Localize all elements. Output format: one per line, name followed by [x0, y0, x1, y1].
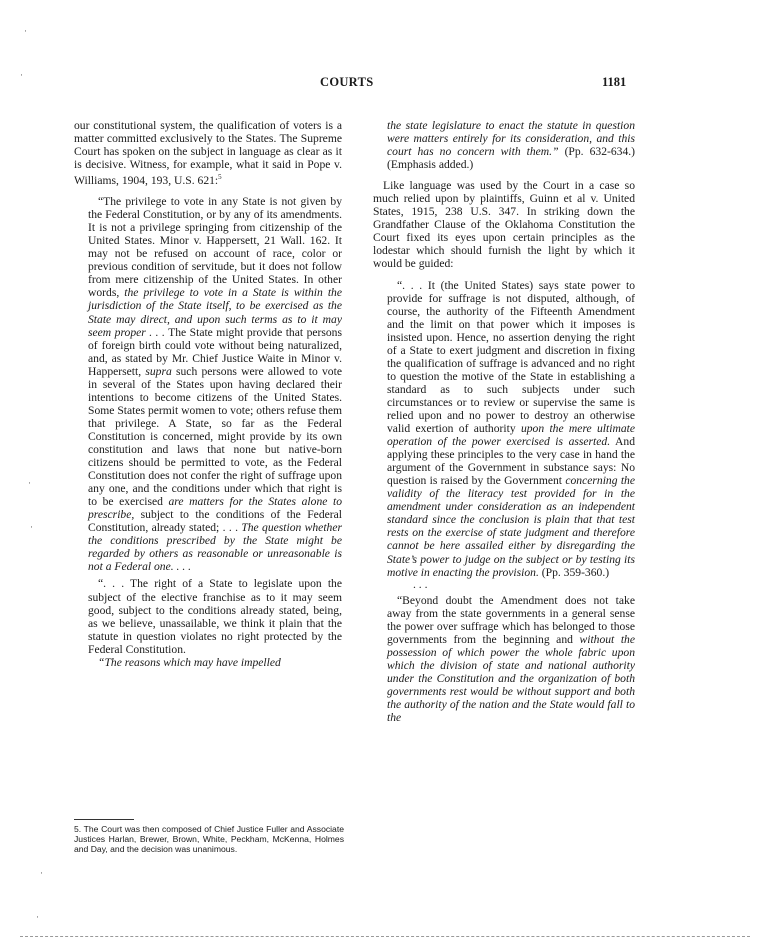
- quote-guinn-2: “Beyond doubt the Amendment does not take away from the state governments in a general sense the power over suffrage which has belonged to those governments from the beginning and without the possession of which power the whole fabric upon which the division of state and national authority under the Constitution and the organization of both governments rest would be without support and both the authority of the nation and the State would fall to the: [387, 593, 635, 725]
- quote-pope-v-williams: “The privilege to vote in any State is not given by the Federal Constitution, or by any of its amendments. It is not a privilege springing from citizenship of the United States. Minor v. Happersett, 21 Wall. 162. It may not be refused on account of race, color or previous condition of servitude, but it does not follow from mere citizenship of the United States. In other words, the privilege to vote in a State is within the jurisdiction of the State itself, to be exercised as the State may direct, and upon such terms as to it may seem proper . . . The State might provide that persons of foreign birth could vote without being naturalized, and, as stated by Mr. Chief Justice Waite in Minor v. Happersett, supra such persons were allowed to vote in several of the States upon having declared their intentions to become citizens of the United States. Some States permit women to vote; others refuse them that privilege. A State, so far as the Federal Constitution is concerned, might provide by its own constitution and laws that none but native-born citizens should be permitted to vote, as the Federal Constitution does not confer the right of suffrage upon any one, and the conditions under which that right is to be exercised are matters for the States alone to prescribe, subject to the conditions of the Federal Constitution, already stated; . . . The question whether the conditions prescribed by the State might be regarded by others as reasonable or unreasonable is not a Federal one. . . .: [88, 195, 343, 574]
- scan-bottom-edge: [20, 936, 750, 937]
- quote-pope-v-williams-continued: “. . . The right of a State to legislate upon the subject of the elective franchise as to it may seem good, subject to the conditions already stated, being, as we believe, unassailable, we think it plain that the statute in question violates no right protected by the Federal Constitution.: [88, 577, 342, 656]
- quote-reasons-end: the state legislature to enact the statute in question were matters entirely for its consideration, and this court has no concern with them.” (Pp. 632-634.) (Emphasis added.): [387, 119, 636, 172]
- right-column: [373, 119, 635, 724]
- scan-speck: ·: [20, 70, 23, 80]
- paragraph-guinn: Like language was used by the Court in a case so much relied upon by plaintiffs, Guinn et al v. United States, 1915, 238 U.S. 347. In striking down the Grandfather Clause of the Oklahoma Constitution the Court fixed its eyes upon certain principles as the lodestar which should furnish the light by which it would be guided:: [373, 179, 635, 271]
- quote-guinn-1: “. . . It (the United States) says state power to provide for suffrage is not disputed, although, of course, the authority of the Fifteenth Amendment and the limit on that power which it imposes is insisted upon. Hence, no assertion denying the right of a State to exert judgment and discretion in fixing the qualification of suffrage is advanced and no right to question the motive of the State in establishing a standard as to such subjects under such circumstances or to review or supervise the same is relied upon and no power to destroy an otherwise valid exertion of authority upon the mere ultimate operation of the power exercised is asserted. And applying these principles to the very case in hand the argument of the Government in substance says: No question is raised by the Government concerning the validity of the literacy test provided for in the amendment under consideration as an independent standard since the conclusion is plain that that test rests on the exercise of state judgment and therefore cannot be here assailed either by disregarding the State’s power to judge on the subject or by testing its motive in enacting the provision. (Pp. 359-360.): [387, 278, 636, 579]
- ellipsis-separator: . . .: [413, 577, 428, 591]
- scan-speck: ·: [40, 868, 43, 878]
- scan-speck: ·: [24, 26, 27, 36]
- scan-speck: ·: [30, 522, 33, 532]
- footnote-ref-5: 5: [218, 173, 222, 182]
- page-number: 1181: [602, 75, 627, 89]
- footnote-5: 5. The Court was then composed of Chief Justice Fuller and Associate Justices Harlan, Brewer, Brown, White, Peckham, McKenna, Holmes and Day, and the decision was unanimous.: [74, 824, 344, 854]
- quote-reasons-start: “The reasons which may have impelled: [98, 655, 281, 669]
- left-column: [74, 119, 342, 669]
- footnote-rule: [74, 819, 134, 820]
- running-header-title: COURTS: [320, 75, 374, 89]
- scan-speck: ·: [28, 478, 31, 488]
- scan-speck: ·: [36, 912, 39, 922]
- left-paragraph-1: [74, 119, 342, 187]
- left-paragraph-1-text: our constitutional system, the qualification of voters is a matter committed exclusively to the States. The Supreme Court has spoken on the subject in language as clear as it is decisive. Witness, for example, what it said in Pope v. Williams, 1904, 193, U.S. 621:: [74, 119, 342, 188]
